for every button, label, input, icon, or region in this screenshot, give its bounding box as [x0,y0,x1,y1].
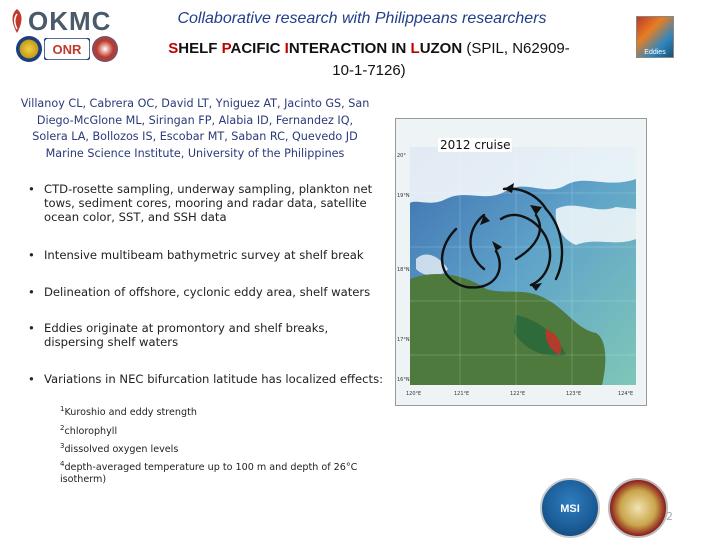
onr-emblem-icon [44,38,90,60]
okmc-mark-icon [8,8,26,34]
eddies-logo-text: Eddies [644,49,666,56]
project-title: SHELF PACIFIC INTERACTION IN LUZON (SPIL, N62909- 10-1-7126) [168,40,570,79]
cruise-map-svg [396,119,646,405]
map-label: 2012 cruise [440,138,511,152]
svg-text:ONR: ONR [52,42,82,57]
bullet-dot-icon: • [28,285,35,299]
effect-item: $^2$chlorophyll [60,423,118,437]
okmc-logo-text: OKMC [28,6,112,36]
map-y-tick: 16°N [397,377,410,383]
bullet-dot-icon: • [28,248,35,262]
bullet-dot-icon: • [28,182,35,196]
map-x-tick: 122°E [510,391,526,397]
bullet-dot-icon: • [28,321,35,335]
partner-badges [16,36,116,64]
map-y-tick: 17°N [397,337,410,343]
bullet-dot-icon: • [28,372,35,386]
bifurcation-effects [60,402,380,486]
effect-item: $^1$Kuroshio and eddy strength [60,405,197,419]
map-x-tick: 120°E [406,391,422,397]
cruise-map-image [395,118,647,406]
collab-title: Collaborative research with Philippeans researchers [177,10,547,27]
map-y-tick: 20° [397,153,406,159]
map-y-tick: 19°N [397,193,410,199]
eddies-logo [636,16,674,58]
map-x-tick: 121°E [454,391,470,397]
author-list [12,96,378,162]
page-number: 2 [666,510,673,523]
navy-seal-icon [16,36,42,62]
author-line: Villanoy CL, Cabrera OC, David LT, Yniguez AT, Jacinto GS, San [20,97,370,110]
effect-item: $^4$depth-averaged temperature up to 100 m and depth of 26°C [60,460,358,474]
map-x-tick: 123°E [566,391,582,397]
map-y-tick: 18°N [397,267,410,273]
author-line: Diego-McGlone ML, Siringan FP, Alabia ID, Fernandez IQ, [36,113,354,127]
effect-item: $^3$dissolved oxygen levels [60,442,179,456]
affiliation: Marine Science Institute, University of the Philippines [45,146,345,160]
msi-logo-text: MSI [560,503,580,515]
author-line: Solera LA, Bollozos IS, Escobar MT, Saban RC, Quevedo JD [32,130,358,143]
effect-item: isotherm) [60,474,107,486]
msi-logo [540,478,600,538]
up-seal-logo [608,478,668,538]
okmc-logo [8,6,132,40]
research-seal-icon [92,36,118,62]
map-x-tick: 124°E [618,391,634,397]
